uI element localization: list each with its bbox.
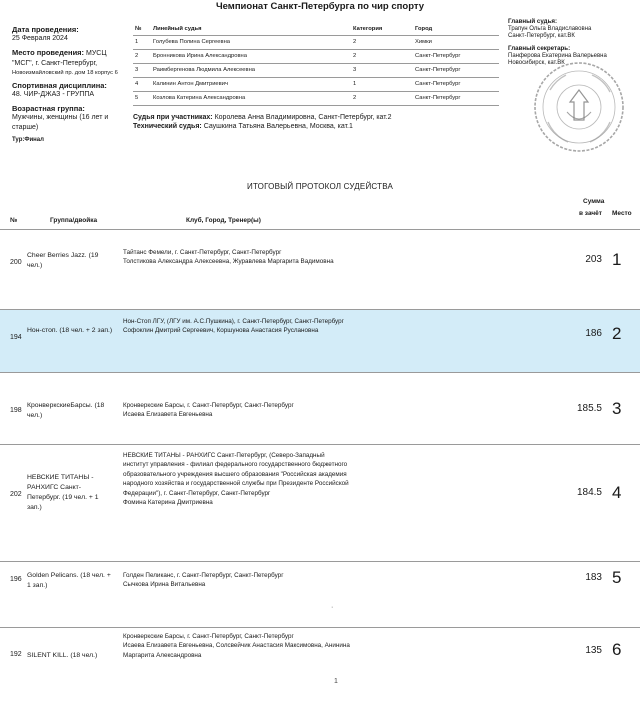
result-coaches: Сычкова Ирина Витальевна <box>123 581 206 589</box>
result-coaches: Толстикова Александра Алексеевна, Журавлева Маргарита Вадимовна <box>123 258 334 266</box>
result-place: 6 <box>612 640 622 659</box>
age-group-label: Возрастная группа: <box>12 103 85 113</box>
results-header-group: Группа/двойка <box>50 217 98 224</box>
result-club <box>123 451 351 508</box>
result-sum: 135 <box>585 645 602 656</box>
judges-header-category: Категория <box>353 25 383 32</box>
judge-row <box>133 63 499 77</box>
results-header <box>0 196 640 230</box>
result-club <box>123 571 351 590</box>
judges-header-no: № <box>135 25 142 32</box>
technical-judge-line <box>133 122 392 131</box>
participants-judge-name: Королева Анна Владимировна, Санкт-Петербург, кат.2 <box>214 114 392 121</box>
judge-city: Санкт-Петербург <box>413 63 499 77</box>
results-header-no: № <box>10 217 18 224</box>
result-club-name: Тайтанс Фемели, г. Санкт-Петербург, Санкт-Петербург <box>123 249 282 256</box>
result-place: 5 <box>612 568 622 587</box>
assistant-judges <box>133 113 392 132</box>
technical-judge-label: Технический судья: <box>133 123 202 131</box>
discipline-label: Спортивная дисциплина: <box>12 80 107 90</box>
result-row <box>0 230 640 310</box>
result-place: 3 <box>612 399 622 418</box>
result-no: 200 <box>10 259 22 266</box>
result-club <box>123 317 351 336</box>
result-no: 202 <box>10 491 22 498</box>
result-group: НЕВСКИЕ ТИТАНЫ - РАНХИГС Санкт-Петербург. (19 чел. + 1 зап.) <box>27 474 99 511</box>
page-mark: 1 <box>334 678 338 685</box>
event-meta <box>12 25 134 144</box>
result-group: SILENT KILL. (18 чел.) <box>27 652 98 659</box>
judge-row <box>133 49 499 63</box>
event-date: 25 Февраля 2024 <box>12 35 68 43</box>
result-club-name: НЕВСКИЕ ТИТАНЫ - РАНХИГС Санкт-Петербург, (Северо-Западный институт управления - филиал федерального государственного бюджетного образовательного учреждения высшего образования "Российская академия народного хозяйства и государственной службы при Президенте Российской Федерации"), г. Санкт-Петербург, Санкт-Петербург <box>123 452 349 497</box>
result-row <box>0 562 640 628</box>
chief-secretary-info: Новосибирск, кат.ВК <box>508 60 565 66</box>
result-club <box>123 248 351 267</box>
discipline: 48. ЧИР-ДЖАЗ - ГРУППА <box>12 91 95 99</box>
judge-category: 1 <box>351 77 413 91</box>
judge-no: 3 <box>133 63 151 77</box>
result-group: Cheer Berries Jazz. (19 чел.) <box>27 252 99 269</box>
judges-header-city: Город <box>415 25 433 32</box>
result-row <box>0 628 640 711</box>
result-coaches: Исаева Елизавета Евгеньевна <box>123 411 213 419</box>
result-no: 196 <box>10 576 22 583</box>
result-no: 192 <box>10 651 22 658</box>
results-header-club: Клуб, Город, Тренер(ы) <box>186 217 261 224</box>
age-group-line1: Мужчины, женщины (16 лет и <box>12 114 109 122</box>
official-stamp-icon <box>532 60 626 154</box>
result-sum: 186 <box>585 328 602 339</box>
result-sum: 185.5 <box>576 403 602 414</box>
date-label: Дата проведения: <box>12 25 79 34</box>
result-coaches: Исаева Елизавета Евгеньевна, Солсвейчик Анастасия Максимовна, Анинина Маргарита Александровна <box>123 642 350 659</box>
line-judges-table <box>133 23 499 106</box>
chief-secretary-name: Панферова Екатерина Валерьевна <box>508 52 607 59</box>
document-title: Чемпионат Санкт-Петербурга по чир спорту <box>215 1 425 12</box>
result-place: 4 <box>612 483 622 502</box>
results-header-sum-line2: в зачёт <box>579 210 602 217</box>
judge-city: Санкт-Петербург <box>413 91 499 105</box>
judge-city: Химки <box>413 35 499 49</box>
judge-city: Санкт-Петербург <box>413 49 499 63</box>
result-row-highlighted <box>0 310 640 373</box>
judges-header-name: Линейный судья <box>153 25 202 32</box>
result-sum: 183 <box>585 572 602 583</box>
technical-judge-name: Саушкина Татьяна Валерьевна, Москва, кат.1 <box>203 123 353 131</box>
venue-street: Новоизмайловский пр. дом 18 корпус 6 <box>12 69 118 76</box>
result-group: Нон-стоп. (18 чел. + 2 зап.) <box>27 327 113 334</box>
result-club-name: Нон-Стоп ЛГУ, (ЛГУ им. А.С.Пушкина), г. Санкт-Петербург, Санкт-Петербург <box>123 318 344 325</box>
result-club-name: Голден Пеликанс, г. Санкт-Петербург, Санкт-Петербург <box>123 572 284 579</box>
results-header-sum-line1: Сумма <box>583 198 605 205</box>
stray-dot: · <box>331 604 334 611</box>
result-row <box>0 373 640 445</box>
result-group: КронверкскиеБарсы. (18 чел.) <box>27 402 105 419</box>
judges-header-row <box>133 23 499 35</box>
judge-name: Калинин Антон Дмитриевич <box>151 77 351 91</box>
result-sum: 203 <box>585 254 602 265</box>
judge-row <box>133 35 499 49</box>
chief-judge-label: Главный судья: <box>508 18 558 25</box>
result-no: 194 <box>10 334 22 341</box>
judge-row <box>133 77 499 91</box>
participants-judge-label: Судья при участниках: <box>133 114 213 121</box>
venue-label: Место проведения: <box>12 48 85 58</box>
chief-judge-name: Трапун Ольга Владиславовна <box>508 25 592 32</box>
judge-no: 1 <box>133 35 151 49</box>
result-coaches: Софоклин Дмитрий Сергеевич, Коршунова Анастасия Руслановна <box>123 327 319 335</box>
judge-city: Санкт-Петербург <box>413 77 499 91</box>
judge-category: 2 <box>351 35 413 49</box>
judge-name: Козлова Катерина Александровна <box>151 91 351 105</box>
judge-no: 5 <box>133 91 151 105</box>
result-club <box>123 632 351 660</box>
judge-no: 2 <box>133 49 151 63</box>
result-sum: 184.5 <box>576 487 602 498</box>
result-place: 1 <box>612 250 622 269</box>
result-group: Golden Pelicans. (18 чел. + 1 зап.) <box>27 572 111 589</box>
age-group-line2: старше) <box>12 124 39 132</box>
venue-name: МУСЦ <box>86 50 107 58</box>
round: Тур:Финал <box>12 136 44 143</box>
judge-name: Бронникова Ирина Александровна <box>151 49 351 63</box>
judge-no: 4 <box>133 77 151 91</box>
result-coaches: Фомина Катерина Дмитриевна <box>123 499 213 507</box>
judge-row <box>133 91 499 105</box>
venue-address: "МСГ", г. Санкт-Петербург, <box>12 59 98 67</box>
judge-category: 3 <box>351 63 413 77</box>
judge-name: Голубева Полина Сергеевна <box>151 35 351 49</box>
judge-name: Раимбергенова Людмила Алексеевна <box>151 63 351 77</box>
chief-secretary-label: Главный секретарь: <box>508 44 571 52</box>
result-club <box>123 401 351 420</box>
result-club-name: Кронверкские Барсы, г. Санкт-Петербург, Санкт-Петербург <box>123 633 294 640</box>
result-row <box>0 445 640 562</box>
judge-category: 2 <box>351 91 413 105</box>
result-place: 2 <box>612 324 622 343</box>
result-club-name: Кронверкские Барсы, г. Санкт-Петербург, Санкт-Петербург <box>123 402 294 409</box>
participants-judge-line <box>133 113 392 122</box>
protocol-title: ИТОГОВЫЙ ПРОТОКОЛ СУДЕЙСТВА <box>247 182 393 191</box>
chief-judge-info: Санкт-Петербург, кат.ВК <box>508 33 575 40</box>
results-header-place: Место <box>612 210 632 217</box>
judge-category: 2 <box>351 49 413 63</box>
result-no: 198 <box>10 407 22 414</box>
